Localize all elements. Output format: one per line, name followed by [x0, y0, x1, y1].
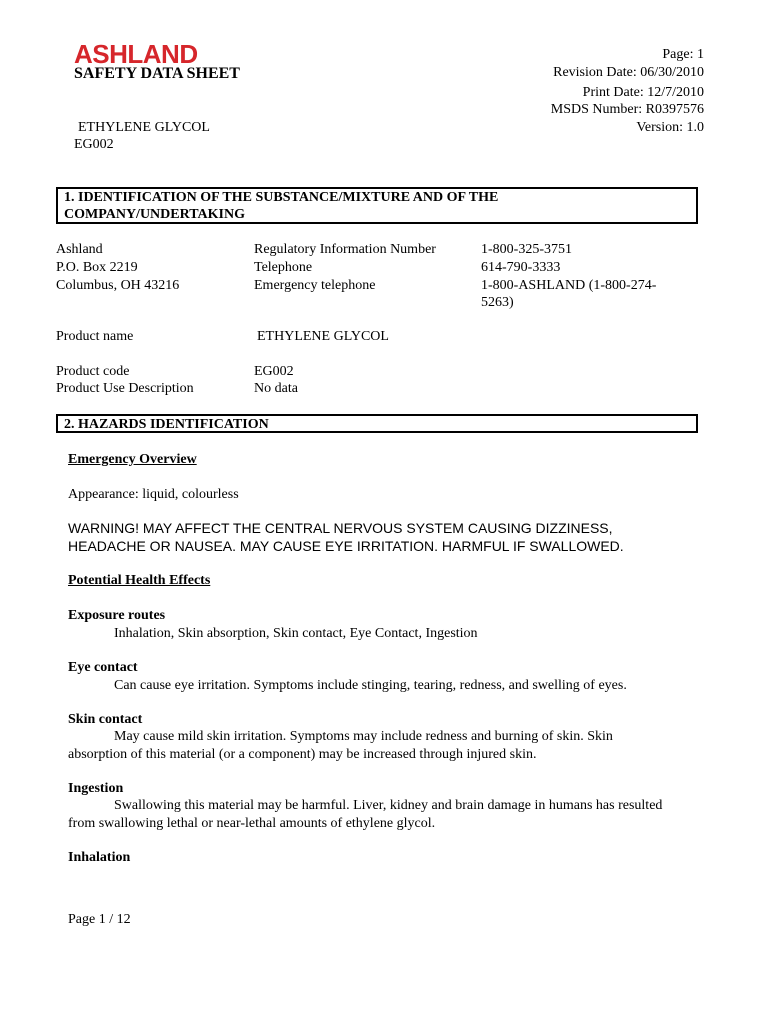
eye-contact-heading: Eye contact — [68, 660, 138, 675]
exposure-routes-text: Inhalation, Skin absorption, Skin contact, Eye Contact, Ingestion — [114, 626, 478, 641]
product-code-label: Product code — [56, 364, 130, 379]
inhalation-heading: Inhalation — [68, 850, 131, 865]
warning-statement — [68, 519, 708, 555]
skin-contact-heading: Skin contact — [68, 712, 143, 727]
section-1-title-line1: 1. IDENTIFICATION OF THE SUBSTANCE/MIXTURE AND OF THE — [64, 190, 499, 205]
product-use-value: No data — [254, 381, 298, 396]
appearance-text: Appearance: liquid, colourless — [68, 487, 239, 502]
page-indicator: Page: 1 — [662, 47, 704, 62]
section-1-title-line2: COMPANY/UNDERTAKING — [64, 207, 245, 222]
section-2-title: 2. HAZARDS IDENTIFICATION — [64, 417, 269, 432]
telephone-label: Telephone — [254, 260, 313, 275]
emergency-telephone-label: Emergency telephone — [254, 278, 376, 293]
header-product-code: EG002 — [74, 137, 114, 152]
product-name-value: ETHYLENE GLYCOL — [257, 329, 389, 344]
ingestion-text: Swallowing this material may be harmful. Liver, kidney and brain damage in humans has resulted from swallowing lethal or near-lethal amounts of ethylene glycol. — [68, 798, 663, 831]
emergency-telephone-value-cont: 5263) — [481, 295, 514, 310]
emergency-telephone-value: 1-800-ASHLAND (1-800-274- — [481, 278, 657, 293]
emergency-overview-heading: Emergency Overview — [68, 452, 197, 467]
company-address: P.O. Box 2219 — [56, 260, 138, 275]
company-name: Ashland — [56, 242, 103, 257]
header-product-name: ETHYLENE GLYCOL — [78, 120, 210, 135]
company-city: Columbus, OH 43216 — [56, 278, 180, 293]
section-2-header — [56, 414, 698, 433]
potential-health-effects-heading: Potential Health Effects — [68, 573, 211, 588]
document-title: SAFETY DATA SHEET — [74, 65, 240, 82]
ingestion-paragraph — [68, 797, 668, 833]
ingestion-heading: Ingestion — [68, 781, 124, 796]
warning-line-2: HEADACHE OR NAUSEA. MAY CAUSE EYE IRRITATION. HARMFUL IF SWALLOWED. — [68, 538, 624, 554]
version: Version: 1.0 — [636, 120, 704, 135]
product-code-value: EG002 — [254, 364, 294, 379]
ashland-logo: ASHLAND — [74, 39, 198, 69]
skin-contact-paragraph — [68, 728, 668, 764]
page-footer: Page 1 / 12 — [68, 912, 131, 927]
regulatory-number-value: 1-800-325-3751 — [481, 242, 572, 257]
product-name-label: Product name — [56, 329, 134, 344]
regulatory-number-label: Regulatory Information Number — [254, 242, 436, 257]
section-1-header — [56, 187, 698, 224]
exposure-routes-heading: Exposure routes — [68, 608, 166, 623]
product-use-label: Product Use Description — [56, 381, 194, 396]
warning-line-1: WARNING! MAY AFFECT THE CENTRAL NERVOUS SYSTEM CAUSING DIZZINESS, — [68, 520, 613, 536]
print-date: Print Date: 12/7/2010 — [582, 85, 704, 100]
eye-contact-text: Can cause eye irritation. Symptoms include stinging, tearing, redness, and swelling of eyes. — [114, 678, 627, 693]
revision-date: Revision Date: 06/30/2010 — [553, 65, 704, 80]
skin-contact-text: May cause mild skin irritation. Symptoms may include redness and burning of skin. Skin absorption of this material (or a component) may be increased through injured skin. — [68, 729, 613, 762]
msds-number: MSDS Number: R0397576 — [550, 102, 704, 117]
telephone-value: 614-790-3333 — [481, 260, 561, 275]
